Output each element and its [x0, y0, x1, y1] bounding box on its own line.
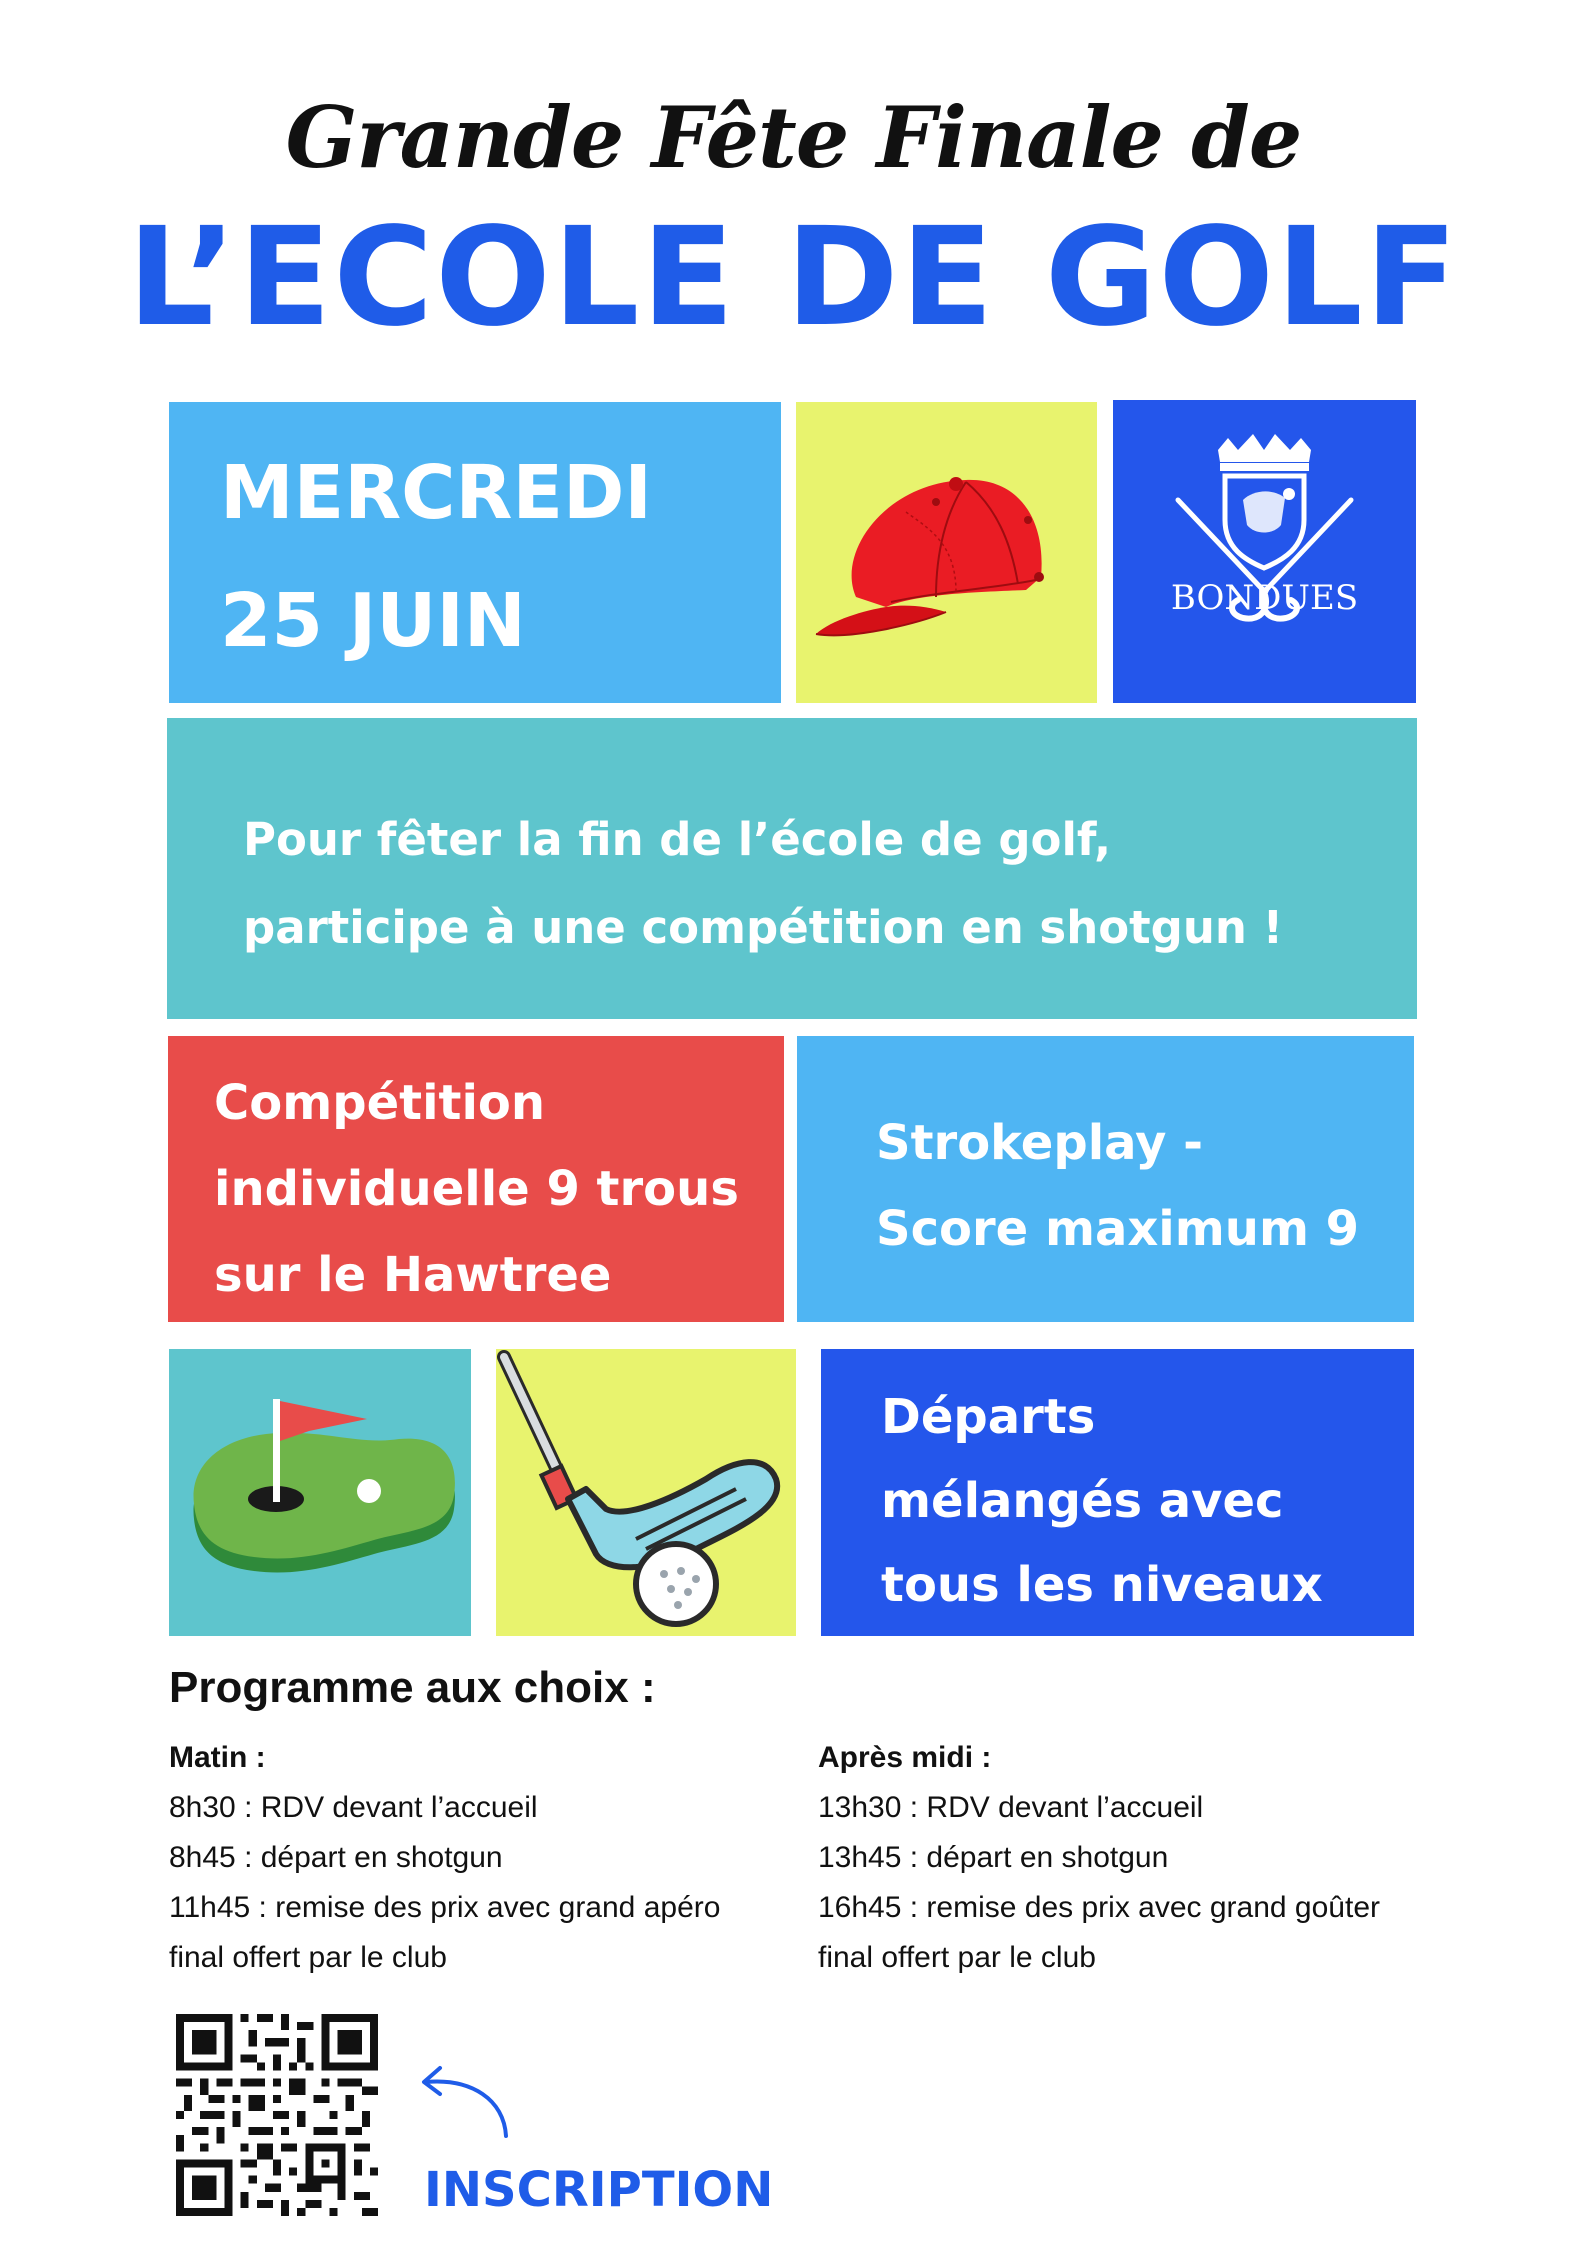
bondues-crest-icon — [1113, 400, 1416, 703]
departures-line-1: Départs — [881, 1389, 1096, 1445]
format-line-1: Strokeplay - — [876, 1115, 1203, 1171]
intro-line-2: participe à une compétition en shotgun ! — [243, 901, 1284, 954]
afternoon-heading: Après midi : — [818, 1741, 992, 1774]
morning-line-3: 11h45 : remise des prix avec grand apéro — [169, 1891, 721, 1924]
departures-line-3: tous les niveaux — [881, 1557, 1323, 1613]
event-day: MERCREDI — [220, 450, 652, 536]
golf-club-ball-icon — [496, 1349, 796, 1636]
event-subtitle: Grande Fête Finale de — [285, 88, 1302, 187]
curved-arrow-icon — [412, 2060, 516, 2144]
qr-code-icon[interactable] — [176, 2014, 378, 2216]
red-cap-icon — [796, 402, 1097, 703]
morning-line-2: 8h45 : départ en shotgun — [169, 1841, 503, 1874]
morning-heading: Matin : — [169, 1741, 266, 1774]
intro-panel — [167, 718, 1417, 1019]
date-panel — [169, 402, 781, 703]
intro-line-1: Pour fêter la fin de l’école de golf, — [243, 813, 1112, 866]
club-logo-panel — [1113, 400, 1416, 703]
club-logo-text: BONDUES — [1170, 578, 1359, 618]
afternoon-line-4: final offert par le club — [818, 1941, 1096, 1974]
page-title: L’ECOLE DE GOLF — [127, 199, 1460, 357]
golf-club-panel — [496, 1349, 796, 1636]
competition-line-2: individuelle 9 trous — [214, 1161, 739, 1217]
competition-line-1: Compétition — [214, 1075, 546, 1131]
format-line-2: Score maximum 9 — [876, 1201, 1360, 1257]
competition-panel — [168, 1036, 784, 1322]
programme-title: Programme aux choix : — [169, 1663, 656, 1712]
golf-green-flag-icon — [169, 1349, 471, 1636]
morning-line-4: final offert par le club — [169, 1941, 447, 1974]
afternoon-line-1: 13h30 : RDV devant l’accueil — [818, 1791, 1204, 1824]
departures-line-2: mélangés avec — [881, 1473, 1284, 1529]
afternoon-line-2: 13h45 : départ en shotgun — [818, 1841, 1169, 1874]
cap-panel — [796, 402, 1097, 703]
morning-schedule — [169, 1733, 789, 1983]
afternoon-schedule — [818, 1733, 1438, 1983]
inscription-link[interactable]: INSCRIPTION — [424, 2162, 774, 2218]
format-panel — [797, 1036, 1414, 1322]
departures-panel — [821, 1349, 1414, 1636]
competition-line-3: sur le Hawtree — [214, 1247, 612, 1303]
afternoon-line-3: 16h45 : remise des prix avec grand goûter — [818, 1891, 1380, 1924]
event-date: 25 JUIN — [220, 578, 526, 664]
golf-green-panel — [169, 1349, 471, 1636]
morning-line-1: 8h30 : RDV devant l’accueil — [169, 1791, 538, 1824]
